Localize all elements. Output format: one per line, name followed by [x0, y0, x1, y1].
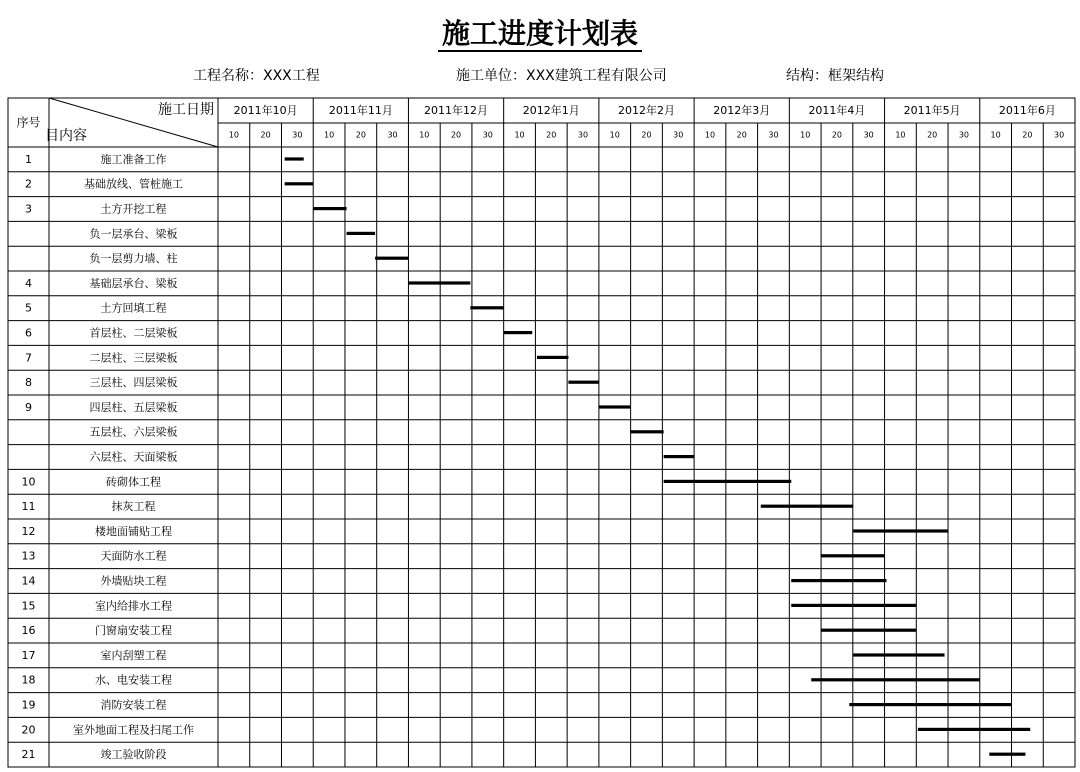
- month-header: 2011年10月: [233, 104, 298, 117]
- task-number: 5: [25, 301, 32, 315]
- task-number: 15: [21, 599, 36, 613]
- task-name: 负一层剪力墙、柱: [89, 252, 178, 266]
- task-number: 9: [25, 400, 32, 414]
- task-name: 抹灰工程: [111, 500, 156, 514]
- task-name: 消防安装工程: [100, 698, 167, 712]
- gantt-bar: [568, 381, 598, 384]
- page-title: 施工进度计划表: [0, 12, 1080, 52]
- task-name: 楼地面铺贴工程: [95, 524, 172, 538]
- task-name: 外墙贴块工程: [100, 574, 167, 588]
- period-header: 10: [323, 130, 335, 140]
- task-name: 水、电安装工程: [95, 673, 172, 687]
- gantt-bar: [664, 480, 792, 483]
- gantt-bar: [821, 629, 916, 632]
- task-number: 21: [21, 748, 36, 762]
- month-header: 2011年5月: [903, 104, 961, 117]
- task-name: 五层柱、六层梁板: [89, 425, 178, 439]
- gantt-bar: [537, 356, 568, 359]
- task-number: 10: [21, 475, 36, 489]
- period-header: 30: [958, 130, 970, 140]
- task-name: 室外地面工程及扫尾工作: [73, 723, 194, 737]
- task-number: 11: [21, 500, 36, 514]
- month-header: 2012年1月: [522, 104, 580, 117]
- period-header: 20: [355, 130, 366, 140]
- month-header: 2011年12月: [424, 104, 489, 117]
- task-number: 7: [25, 351, 32, 365]
- month-header: 2011年11月: [328, 104, 393, 117]
- date-corner-label: 施工日期: [158, 102, 214, 118]
- task-name: 土方开挖工程: [100, 202, 167, 216]
- period-header: 10: [609, 130, 620, 140]
- task-name: 砖砌体工程: [106, 475, 161, 489]
- period-header: 20: [260, 130, 271, 140]
- month-header: 2011年4月: [808, 104, 866, 117]
- gantt-bar: [504, 331, 533, 334]
- period-header: 30: [673, 130, 684, 140]
- gantt-bar: [989, 753, 1025, 756]
- structure-type-value: 框架结构: [828, 68, 884, 84]
- task-name: 四层柱、五层梁板: [89, 400, 178, 414]
- task-name: 室内给排水工程: [95, 599, 172, 613]
- period-header: 10: [704, 130, 716, 140]
- period-header: 20: [736, 130, 747, 140]
- period-header: 30: [292, 130, 303, 140]
- gantt-bar: [313, 207, 346, 210]
- gantt-bar: [285, 182, 314, 185]
- project-name-label: 工程名称：: [193, 68, 263, 84]
- task-name: 施工准备工作: [100, 152, 167, 166]
- period-header: 10: [419, 130, 430, 140]
- task-name: 首层柱、二层梁板: [89, 326, 178, 340]
- period-header: 10: [800, 130, 811, 140]
- period-header: 20: [927, 130, 938, 140]
- period-header: 30: [577, 130, 589, 140]
- construction-unit-value: XXX建筑工程有限公司: [526, 68, 667, 84]
- task-number: 13: [21, 549, 36, 563]
- project-name-value: XXX工程: [263, 68, 320, 84]
- period-header: 30: [1054, 130, 1065, 140]
- period-header: 30: [863, 130, 874, 140]
- content-corner-label: 目内容: [45, 128, 87, 144]
- period-header: 10: [895, 130, 906, 140]
- month-header: 2012年2月: [618, 104, 675, 117]
- task-name: 门窗扇安装工程: [95, 624, 172, 638]
- task-number: 4: [25, 276, 32, 290]
- period-header: 10: [228, 130, 239, 140]
- gantt-bar: [761, 505, 853, 508]
- task-number: 12: [21, 524, 36, 538]
- construction-unit-label: 施工单位：: [456, 68, 526, 84]
- gantt-bar: [918, 728, 1030, 731]
- task-number: 19: [21, 698, 36, 712]
- task-name: 三层柱、四层梁板: [89, 376, 178, 390]
- gantt-bar: [630, 430, 663, 433]
- task-name: 土方回填工程: [100, 301, 167, 315]
- task-number: 14: [21, 574, 36, 588]
- gantt-bar: [849, 703, 1011, 706]
- gantt-bar: [347, 232, 376, 235]
- period-header: 20: [641, 130, 652, 140]
- gantt-bar: [599, 405, 630, 408]
- task-name: 基础层承台、梁板: [89, 276, 178, 290]
- task-number: 20: [21, 723, 36, 737]
- period-header: 30: [768, 130, 779, 140]
- seq-header: 序号: [16, 115, 41, 130]
- task-number: 2: [25, 177, 32, 191]
- gantt-bar: [470, 306, 503, 309]
- task-name: 负一层承台、梁板: [89, 227, 178, 241]
- period-header: 30: [482, 130, 493, 140]
- task-number: 8: [25, 376, 32, 390]
- task-number: 16: [21, 624, 36, 638]
- gantt-bar: [791, 579, 886, 582]
- period-header: 20: [831, 130, 843, 140]
- structure-type-label: 结构：: [786, 68, 828, 84]
- period-header: 20: [1022, 130, 1033, 140]
- gantt-bar: [375, 257, 408, 260]
- gantt-bar: [821, 554, 885, 557]
- period-header: 30: [387, 130, 398, 140]
- task-number: 17: [21, 648, 36, 662]
- task-number: 3: [25, 202, 32, 216]
- period-header: 10: [514, 130, 525, 140]
- gantt-bar: [853, 529, 948, 532]
- gantt-bar: [408, 281, 470, 284]
- period-header: 20: [450, 130, 462, 140]
- gantt-bar: [811, 678, 980, 681]
- task-name: 竣工验收阶段: [100, 748, 167, 762]
- task-number: 18: [21, 673, 36, 687]
- task-name: 二层柱、三层梁板: [89, 351, 178, 365]
- task-name: 天面防水工程: [100, 549, 167, 563]
- gantt-bar: [664, 455, 694, 458]
- task-name: 室内刮塑工程: [100, 648, 167, 662]
- task-number: 1: [25, 152, 32, 166]
- gantt-bar: [853, 653, 944, 656]
- month-header: 2012年3月: [713, 104, 771, 117]
- gantt-bar: [791, 604, 916, 607]
- gantt-bar: [285, 157, 304, 160]
- task-number: 6: [25, 326, 32, 340]
- task-name: 六层柱、天面梁板: [89, 450, 178, 464]
- period-header: 20: [546, 130, 557, 140]
- period-header: 10: [990, 130, 1001, 140]
- task-name: 基础放线、管桩施工: [84, 177, 183, 191]
- month-header: 2011年6月: [998, 104, 1056, 117]
